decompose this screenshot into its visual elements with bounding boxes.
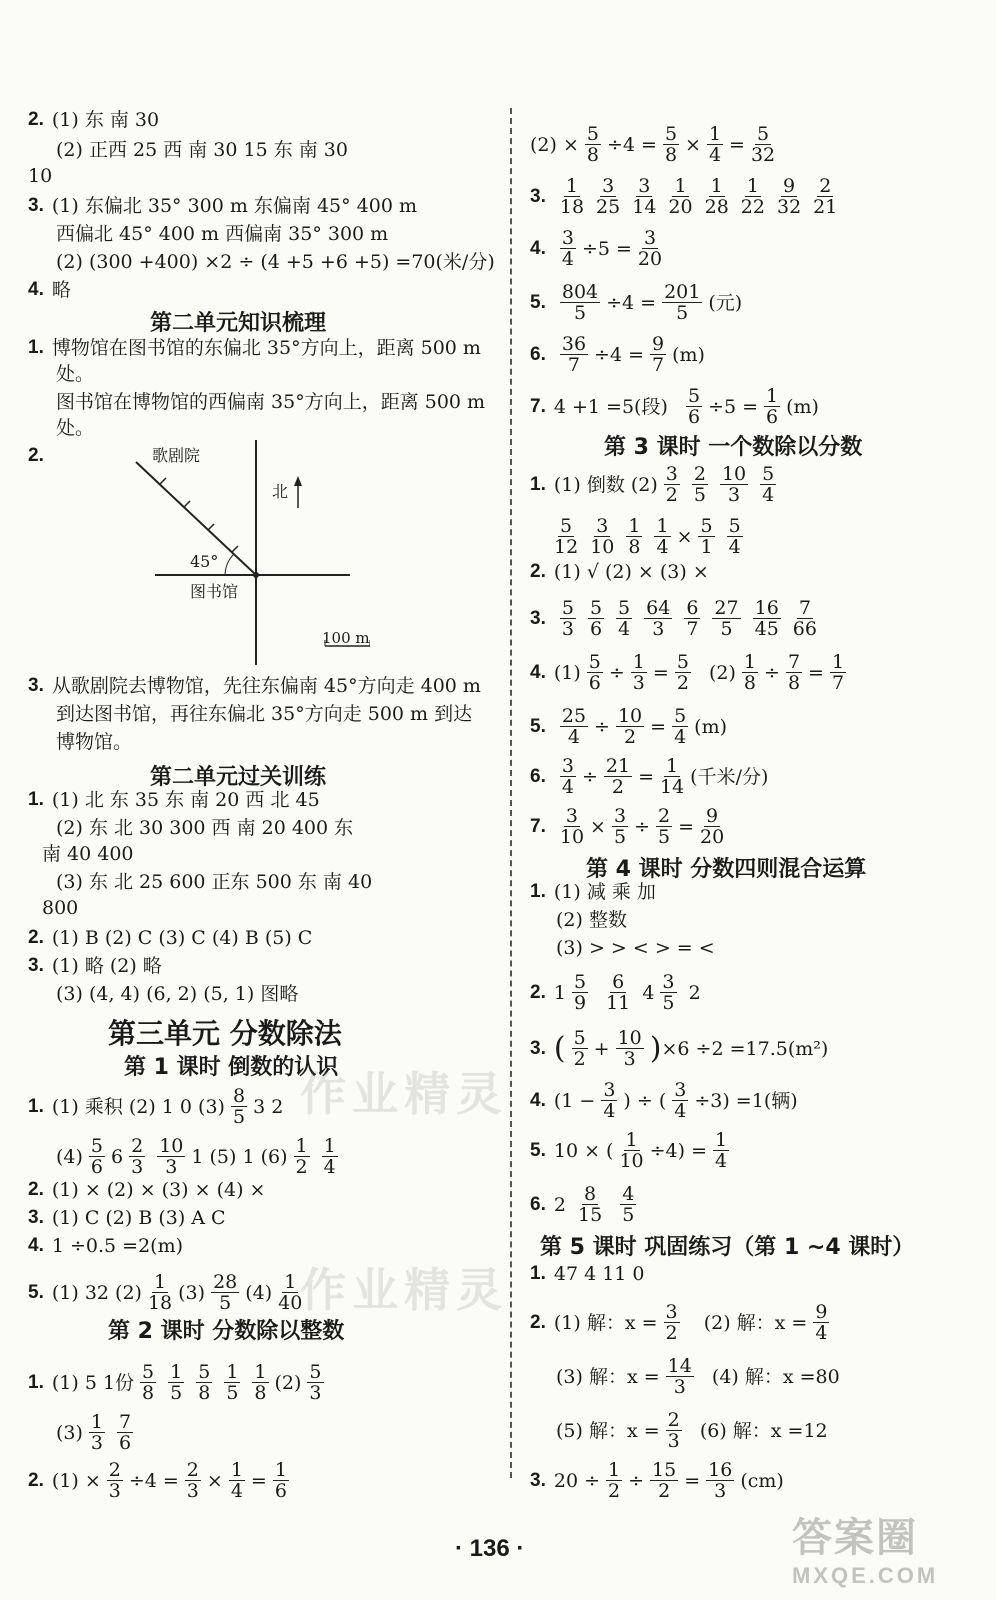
- lesson-title: 第 2 课时 分数除以整数: [108, 1319, 345, 1344]
- answer-line: (3) 解：x = $\frac{14}{3}$ (4) 解：x =80: [556, 1355, 840, 1398]
- answer-line: 博物馆。: [56, 731, 133, 753]
- answer-line: (2) 整数: [556, 909, 627, 931]
- answer-line: 到达图书馆，再往东偏北 35°方向走 500 m 到达: [56, 703, 473, 725]
- answer-7: 7. $\frac{3}{10}$ × $\frac{3}{5}$ ÷ $\frac{2}{5}$ = $\frac{9}{20}$: [530, 805, 725, 848]
- answer-6: 6. 2 8 15 4 5: [530, 1183, 635, 1226]
- lesson-title: 第 1 课时 倒数的认识: [124, 1055, 339, 1080]
- answer-5: 5. (1) 32 (2) 1 18 (3) 28 5 (4) 1 40: [28, 1271, 303, 1314]
- answer-line: (3) (4, 4) (6, 2) (5, 1) 图略: [56, 983, 299, 1005]
- lesson-title: 第 4 课时 分数四则混合运算: [586, 857, 867, 882]
- answer-3: 3. 从歌剧院去博物馆，先往东偏南 45°方向走 400 m: [28, 675, 481, 697]
- lesson-title: 第 3 课时 一个数除以分数: [604, 435, 863, 460]
- lesson-title: 第 5 课时 巩固练习（第 1 ~4 课时）: [540, 1235, 915, 1260]
- label-opera: 歌剧院: [152, 446, 201, 465]
- answer-2: 2. (1) B (2) C (3) C (4) B (5) C: [28, 927, 313, 949]
- answer-line: 800: [42, 897, 79, 919]
- answer-4: 4. (1) $\frac{5}{6}$ ÷ $\frac{1}{3}$ = $\frac{5}{2}$ (2) $\frac{1}{8}$ ÷ $\frac{7}{8}$ = $\frac{1}{7}$: [530, 651, 845, 694]
- answer-1: 1. (1) 北 东 35 东 南 20 西 北 45: [28, 789, 320, 811]
- logo-sub: MXQE.COM: [792, 1563, 939, 1588]
- answer-line: (2) 正西 25 西 南 30 15 东 南 30: [56, 139, 348, 161]
- answer-line: (4) 5 6 6 2 3 10 3 1 (5) 1 (6) 1 2 1 4: [56, 1135, 336, 1178]
- answer-line: (3) 东 北 25 600 正东 500 东 南 40: [56, 871, 373, 893]
- page-number: · 136 ·: [455, 1535, 525, 1562]
- answer-4: 4. 略: [28, 279, 71, 301]
- answer-3: 3. 1 18 3 25 3 14 1 20 1 28 1 22 9 32 2 21: [530, 175, 838, 218]
- answer-3: 3. (1) 略 (2) 略: [28, 955, 162, 977]
- answer-5: 5. 10 × ( $\frac{1}{10}$ ÷4) = $\frac{1}{4}$: [530, 1129, 728, 1172]
- answer-3: 3. (1) 东偏北 35° 300 m 东偏南 45° 400 m: [28, 195, 418, 217]
- label-scale: 100 m: [322, 629, 370, 647]
- answer-2: 2. 1 5 9 6 11 4 3 5 2: [530, 971, 701, 1014]
- answer-2: 2. (1) × $\frac{2}{3}$ ÷4 = $\frac{2}{3}$ × $\frac{1}{4}$ = $\frac{1}{6}$: [28, 1459, 287, 1502]
- answer-2: 2. (1) 东 南 30: [28, 109, 160, 131]
- answer-3: 3. (1) C (2) B (3) A C: [28, 1207, 226, 1229]
- answer-line: (3) > > < > = <: [556, 937, 715, 959]
- answer-4: 4. 1 ÷0.5 =2(m): [28, 1235, 184, 1257]
- answer-line: 10: [28, 165, 53, 187]
- answer-2: 2.: [28, 445, 44, 466]
- answer-1: 1. (1) 减 乘 加: [530, 881, 656, 903]
- answer-5: 5. $\frac{25}{4}$ ÷ $\frac{10}{2}$ = $\frac{5}{4}$ (m): [530, 705, 728, 748]
- answer-3: 3. 5 3 5 6 5 4 64 3 6 7 27 5 16 45 7 66: [530, 597, 817, 640]
- answer-2: 2. (1) × (2) × (3) × (4) ×: [28, 1179, 266, 1201]
- label-north: 北: [272, 482, 289, 501]
- answer-line: 处。: [56, 417, 95, 439]
- answer-line: 西偏北 45° 400 m 西偏南 35° 300 m: [56, 223, 389, 245]
- section-title: 第二单元知识梳理: [150, 311, 327, 336]
- answer-2: 2. (1) √ (2) × (3) ×: [530, 561, 709, 583]
- answer-1: 1. (1) 5 1份 5 8 1 5 5 8 1 5 1 8 (2) 5 3: [28, 1361, 322, 1404]
- answer-line: (5) 解：x = $\frac{2}{3}$ (6) 解：x =12: [556, 1409, 828, 1452]
- answer-7: 7. 4 +1 =5(段) $\frac{5}{6}$ ÷5 = $\frac{1}{6}$ (m): [530, 385, 819, 428]
- answer-line: (2) × $\frac{5}{8}$ ÷4 = $\frac{5}{8}$ × $\frac{1}{4}$ = $\frac{5}{32}$: [530, 123, 776, 166]
- answer-4: 4. $\frac{3}{4}$ ÷5 = $\frac{3}{20}$: [530, 227, 663, 270]
- unit-title: 第三单元 分数除法: [108, 1017, 342, 1050]
- site-logo: [792, 1506, 982, 1586]
- answer-1: 1. 博物馆在图书馆的东偏北 35°方向上，距离 500 m: [28, 337, 481, 359]
- answer-2: 2. (1) 解：x = $\frac{3}{2}$ (2) 解：x = $\frac{9}{4}$: [530, 1301, 828, 1344]
- column-divider: [510, 108, 512, 1478]
- answer-1: 1. 47 4 11 0: [530, 1263, 645, 1285]
- answer-line: 南 40 400: [42, 843, 134, 865]
- answer-line: (3) 1 3 7 6: [56, 1411, 132, 1454]
- fraction: 8 5: [232, 1085, 246, 1128]
- answer-line: (2) (300 +400) ×2 ÷ (4 +5 +6 +5) =70(米/分): [56, 251, 495, 273]
- section-title: 第二单元过关训练: [150, 765, 327, 790]
- answer-3: 3. 20 ÷ $\frac{1}{2}$ ÷ $\frac{15}{2}$ = $\frac{16}{3}$ (cm): [530, 1459, 784, 1502]
- answer-1: 1. (1) 乘积 (2) 1 0 (3) 8 5 3 2: [28, 1085, 284, 1128]
- answer-1: 1. (1) 倒数 (2) 3 2 2 5 10 3 5 4: [530, 463, 775, 506]
- answer-line: (2) 东 北 30 300 西 南 20 400 东: [56, 817, 354, 839]
- logo-main: 答案圈: [792, 1516, 918, 1560]
- label-angle: 45°: [190, 552, 219, 571]
- answer-line: 图书馆在博物馆的西偏南 35°方向上，距离 500 m: [56, 391, 486, 413]
- answer-6: 6. $\frac{36}{7}$ ÷4 = $\frac{9}{7}$ (m): [530, 333, 705, 376]
- answer-5: 5. $\frac{804}{5}$ ÷4 = $\frac{201}{5}$ (元): [530, 281, 743, 324]
- watermark: 作业精灵: [300, 1263, 508, 1317]
- answer-line: 5 12 3 10 1 8 $\frac{1}{4}$ × $\frac{5}{1}$ 5 4: [554, 515, 741, 558]
- label-library: 图书馆: [190, 582, 239, 601]
- watermark: 作业精灵: [300, 1067, 508, 1121]
- answer-4: 4. (1 − $\frac{3}{4}$ ) ÷ ( $\frac{3}{4}$ ÷3) =1(辆): [530, 1079, 798, 1122]
- answer-6: 6. $\frac{3}{4}$ ÷ $\frac{21}{2}$ = $\frac{1}{14}$ (千米/分): [530, 755, 769, 798]
- answer-3: 3. ( 5 2 + $\frac{10}{3}$ ) ×6 ÷2 =17.5(m²): [530, 1027, 829, 1070]
- answer-line: 处。: [56, 363, 95, 385]
